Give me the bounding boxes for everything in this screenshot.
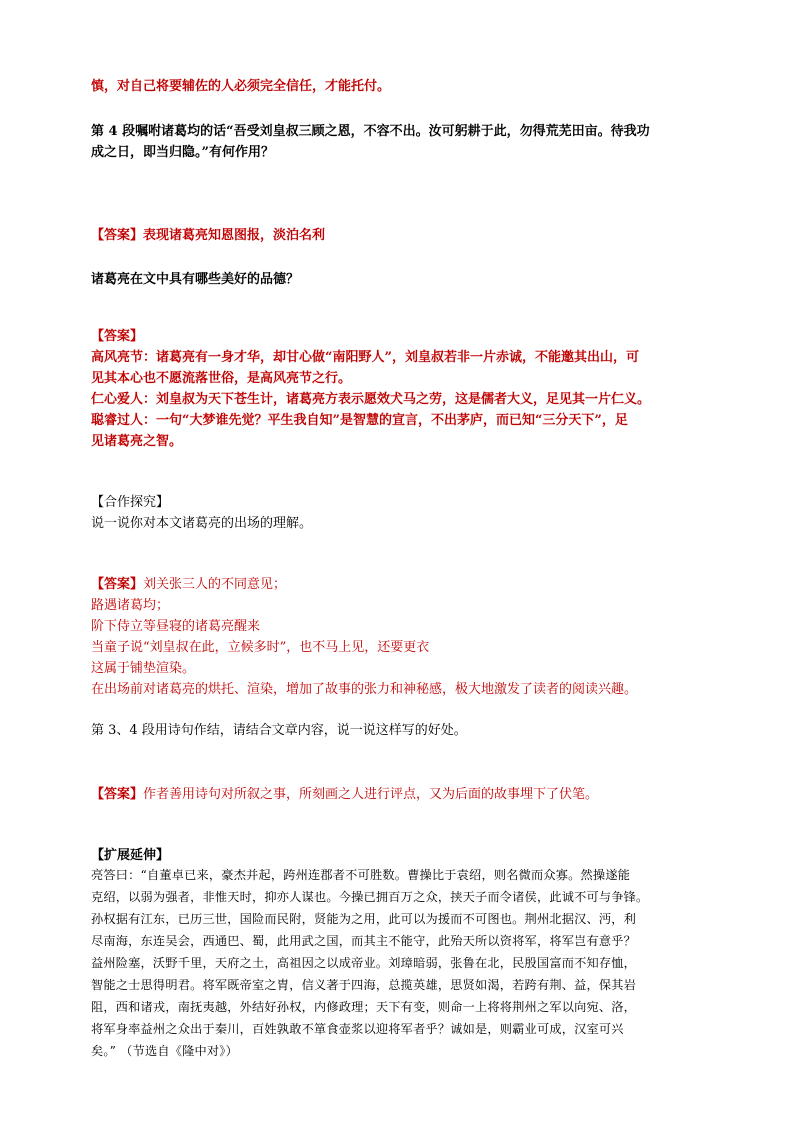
question-poetry-ending: 第 3、4 段用诗句作结，请结合文章内容，说一说这样写的好处。 [91,723,467,738]
answer-debut-line: 当童子说“刘皇叔在此，立候多时”，也不马上见，还要更衣 [91,640,430,655]
answer-text: 作者善用诗句对所叙之事，所刻画之人进行评点，又为后面的故事埋下了伏笔。 [143,787,599,802]
answer-virtue-line: 见诸葛亮之智。 [91,434,183,449]
answer-4 [91,787,598,803]
question-virtues: 诸葛亮在文中具有哪些美好的品德？ [91,272,300,287]
answer-tag: 【答案】 [91,577,144,592]
answer-virtue-line: 见其本心也不愿流落世俗，是高风亮节之行。 [91,371,352,386]
extension-text-line: 将军身率益州之众出于秦川，百姓孰敢不箪食壶浆以迎将军者乎？诚如是，则霸业可成，汉室可兴 [91,1022,624,1036]
answer-virtue-line: 高风亮节：诸葛亮有一身才华，却甘心做“南阳野人”，刘皇叔若非一片赤诚，不能邀其出山，可 [91,350,639,365]
section-heading-extension: 【扩展延伸】 [91,848,170,863]
answer-text: 刘关张三人的不同意见； [143,577,287,592]
extension-text-line: 尽南海，东连吴会，西通巴、蜀，此用武之国，而其主不能守，此殆天所以资将军，将军岂有意乎？ [91,934,637,948]
answer-3-first-line [91,577,286,593]
extension-text-line: 亮答曰：“自董卓已来，豪杰并起，跨州连郡者不可胜数。曹操比于袁绍，则名微而众寡。然操遂能 [91,868,631,882]
question-4th-paragraph-line1: 第 4 段嘱咐诸葛均的话“吾受刘皇叔三顾之恩，不容不出。汝可躬耕于此，勿得荒芜田亩。待我功 [91,124,650,139]
answer-tag: 【答案】 [91,329,144,344]
extension-text-line: 智能之士思得明君。将军既帝室之胄，信义著于四海，总揽英雄，思贤如渴，若跨有荆、益，保其岩 [91,978,637,992]
answer-continuation: 慎，对自己将要辅佐的人必须完全信任，才能托付。 [91,79,391,94]
section-heading-cooperative: 【合作探究】 [91,495,170,510]
question-4th-paragraph-line2: 成之日，即当归隐。”有何作用？ [91,145,274,160]
answer-debut-line: 这属于铺垫渲染。 [91,661,196,676]
answer-virtue-line: 聪睿过人：一句“大梦谁先觉？平生我自知”是智慧的宣言，不出茅庐，而已知“三分天下”，足 [91,413,628,428]
extension-text-line: 益州险塞，沃野千里，天府之土，高祖因之以成帝业。刘璋暗弱，张鲁在北，民殷国富而不知存恤， [91,956,637,970]
question-debut: 说一说你对本文诸葛亮的出场的理解。 [91,516,313,531]
answer-debut-line: 路遇诸葛均； [91,598,170,613]
answer-virtue-line: 仁心爱人：刘皇叔为天下苍生计，诸葛亮方表示愿效犬马之劳，这是儒者大义，足见其一片仁义。 [91,392,651,407]
extension-text-line: 孙权据有江东，已历三世，国险而民附，贤能为之用，此可以为援而不可图也。荆州北据汉、沔，利 [91,912,637,926]
extension-text-line: 克绍，以弱为强者，非惟天时，抑亦人谋也。今操已拥百万之众，挟天子而令诸侯，此诚不可与争锋。 [91,890,649,904]
extension-text-line: 阻，西和诸戎，南抚夷越，外结好孙权，内修政理；天下有变，则命一上将将荆州之军以向宛、洛， [91,1000,637,1014]
answer-1 [91,228,325,244]
answer-tag: 【答案】 [91,787,144,802]
answer-tag: 【答案】 [91,228,144,243]
answer-text: 表现诸葛亮知恩图报，淡泊名利 [143,228,326,243]
answer-debut-line: 阶下侍立等昼寝的诸葛亮醒来 [91,619,261,634]
answer-debut-line: 在出场前对诸葛亮的烘托、渲染，增加了故事的张力和神秘感，极大地激发了读者的阅读兴趣。 [91,682,638,697]
extension-text-line: 矣。” （节选自《隆中对》） [91,1044,238,1058]
